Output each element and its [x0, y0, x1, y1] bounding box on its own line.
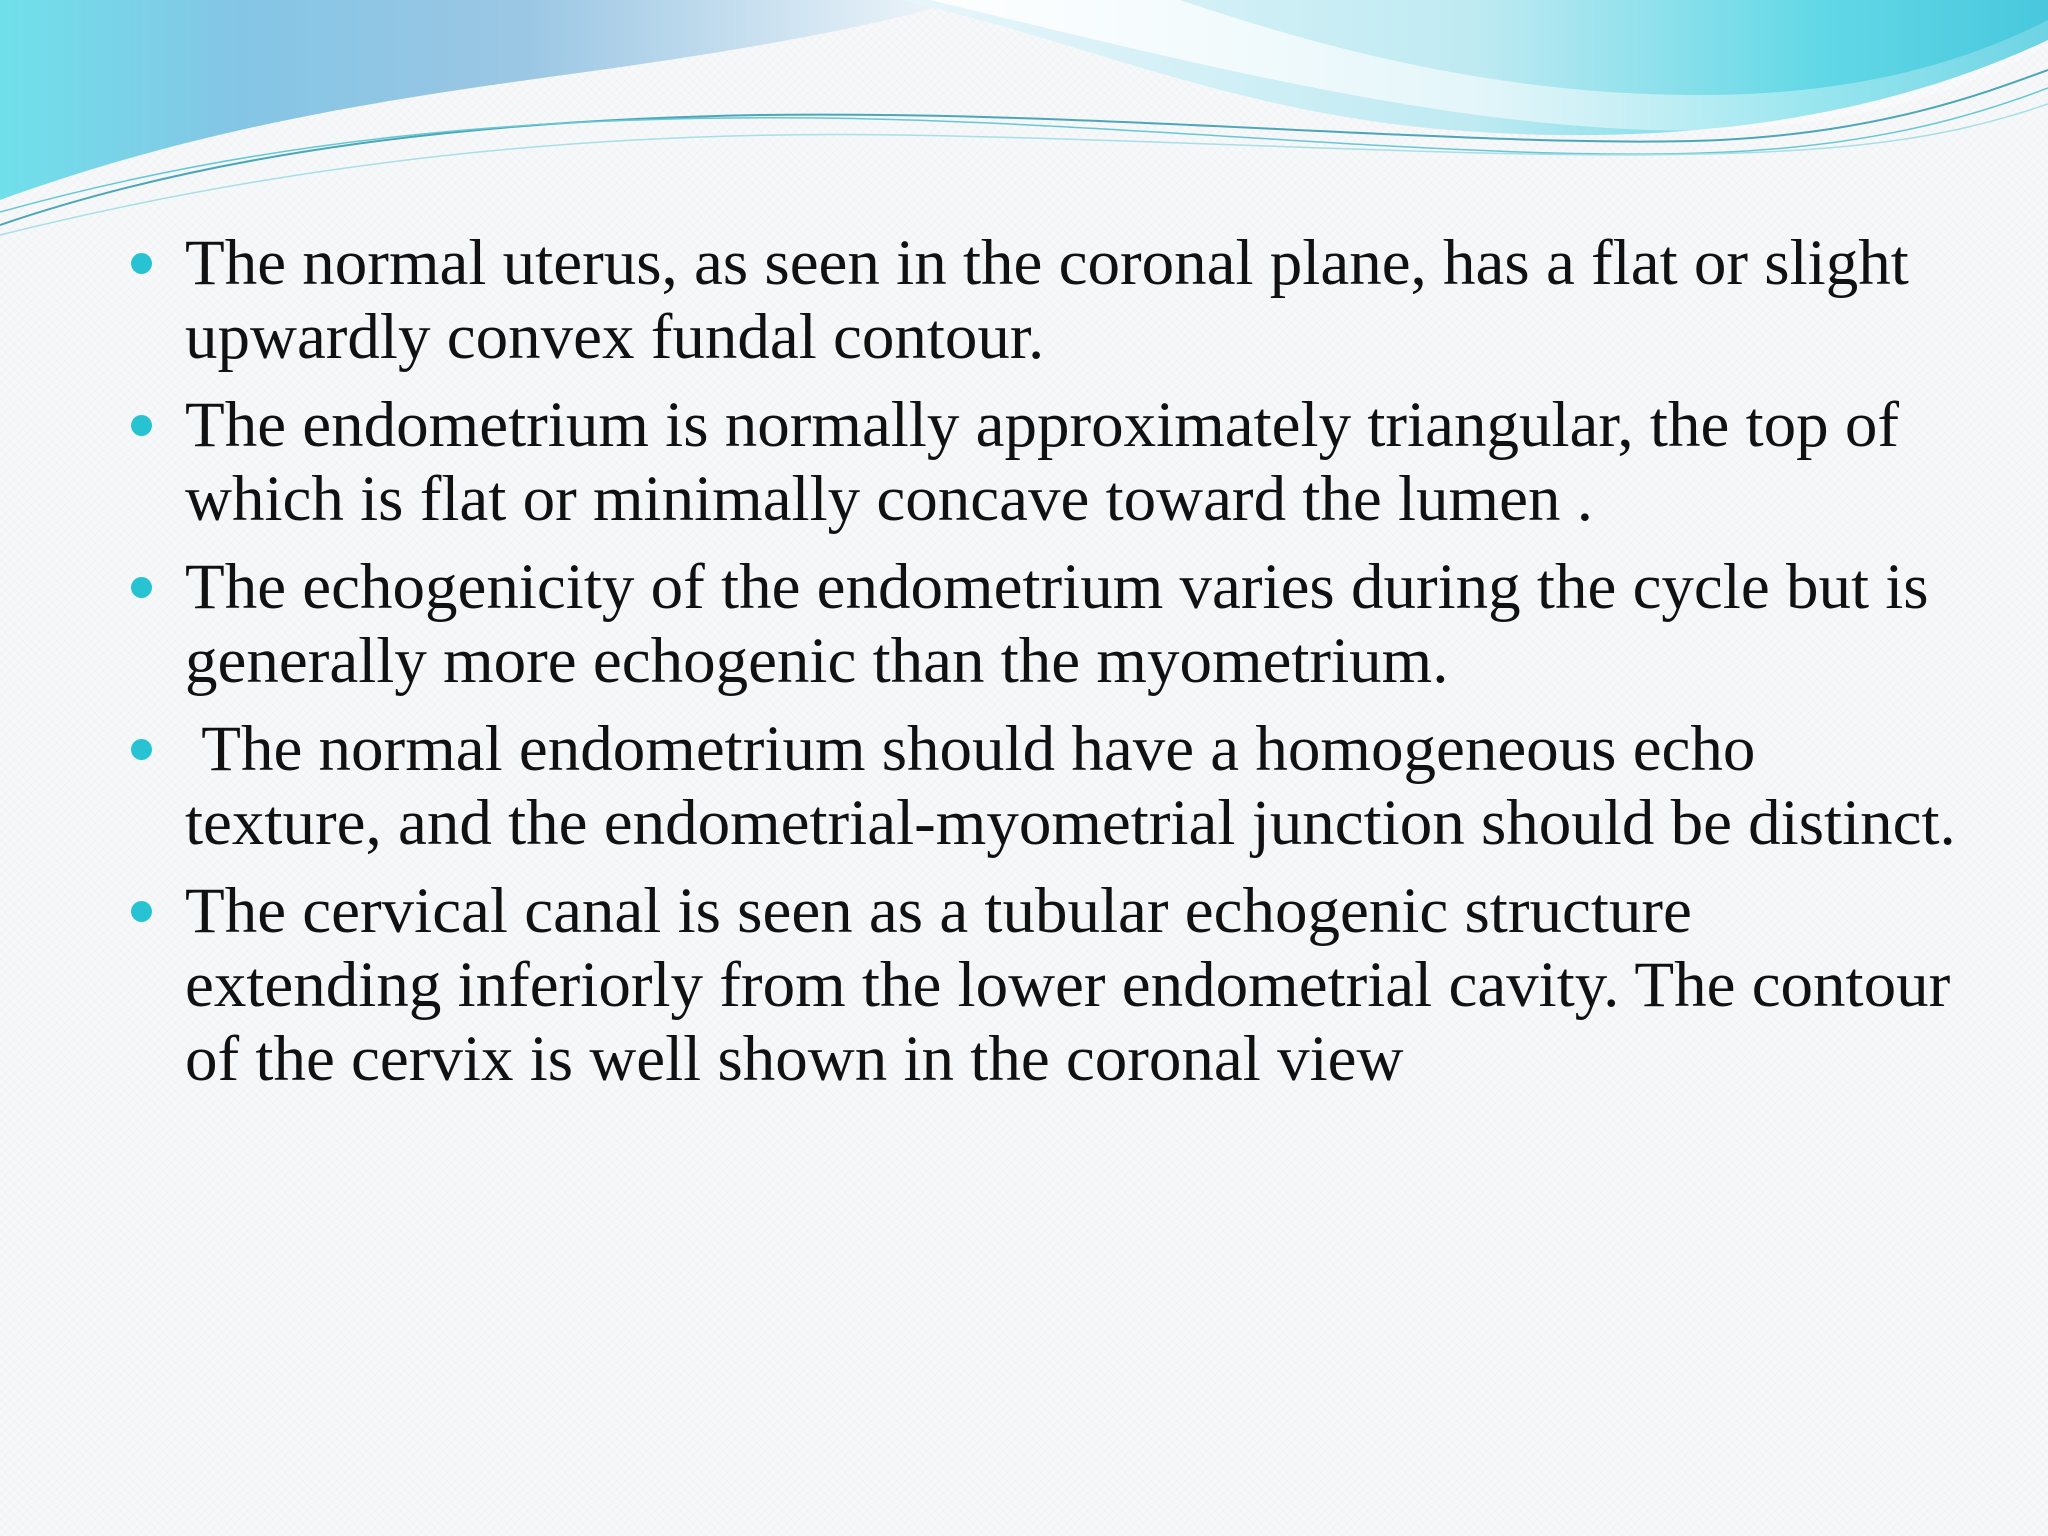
bullet-list	[128, 226, 1967, 1110]
bullet-dot-icon	[131, 901, 152, 922]
bullet-text: The endometrium is normally approximately triangular, the top of which is flat or minimally concave toward the lumen .	[185, 389, 1916, 535]
bullet-item	[128, 226, 1958, 374]
header-wave-decoration	[0, 0, 2048, 260]
bullet-dot-icon	[131, 739, 152, 760]
bullet-text: The cervical canal is seen as a tubular echogenic structure extending inferiorly from the lower endometrial cavity. The contour of the cervix is well shown in the coronal view	[185, 875, 1967, 1095]
bullet-dot-icon	[131, 415, 152, 436]
bullet-text: The echogenicity of the endometrium varies during the cycle but is generally more echogenic than the myometrium.	[185, 551, 1945, 697]
bullet-text: The normal endometrium should have a homogeneous echo texture, and the endometrial-myometrial junction should be distinct.	[185, 713, 1956, 859]
wave-band-left	[0, 0, 960, 200]
bullet-text: The normal uterus, as seen in the coronal plane, has a flat or slight upwardly convex fundal contour.	[185, 227, 1926, 373]
bullet-item	[128, 388, 1958, 536]
bullet-item	[128, 874, 1967, 1096]
bullet-item	[128, 712, 1958, 860]
bullet-item	[128, 550, 1958, 698]
bullet-dot-icon	[131, 253, 152, 274]
bullet-dot-icon	[131, 577, 152, 598]
